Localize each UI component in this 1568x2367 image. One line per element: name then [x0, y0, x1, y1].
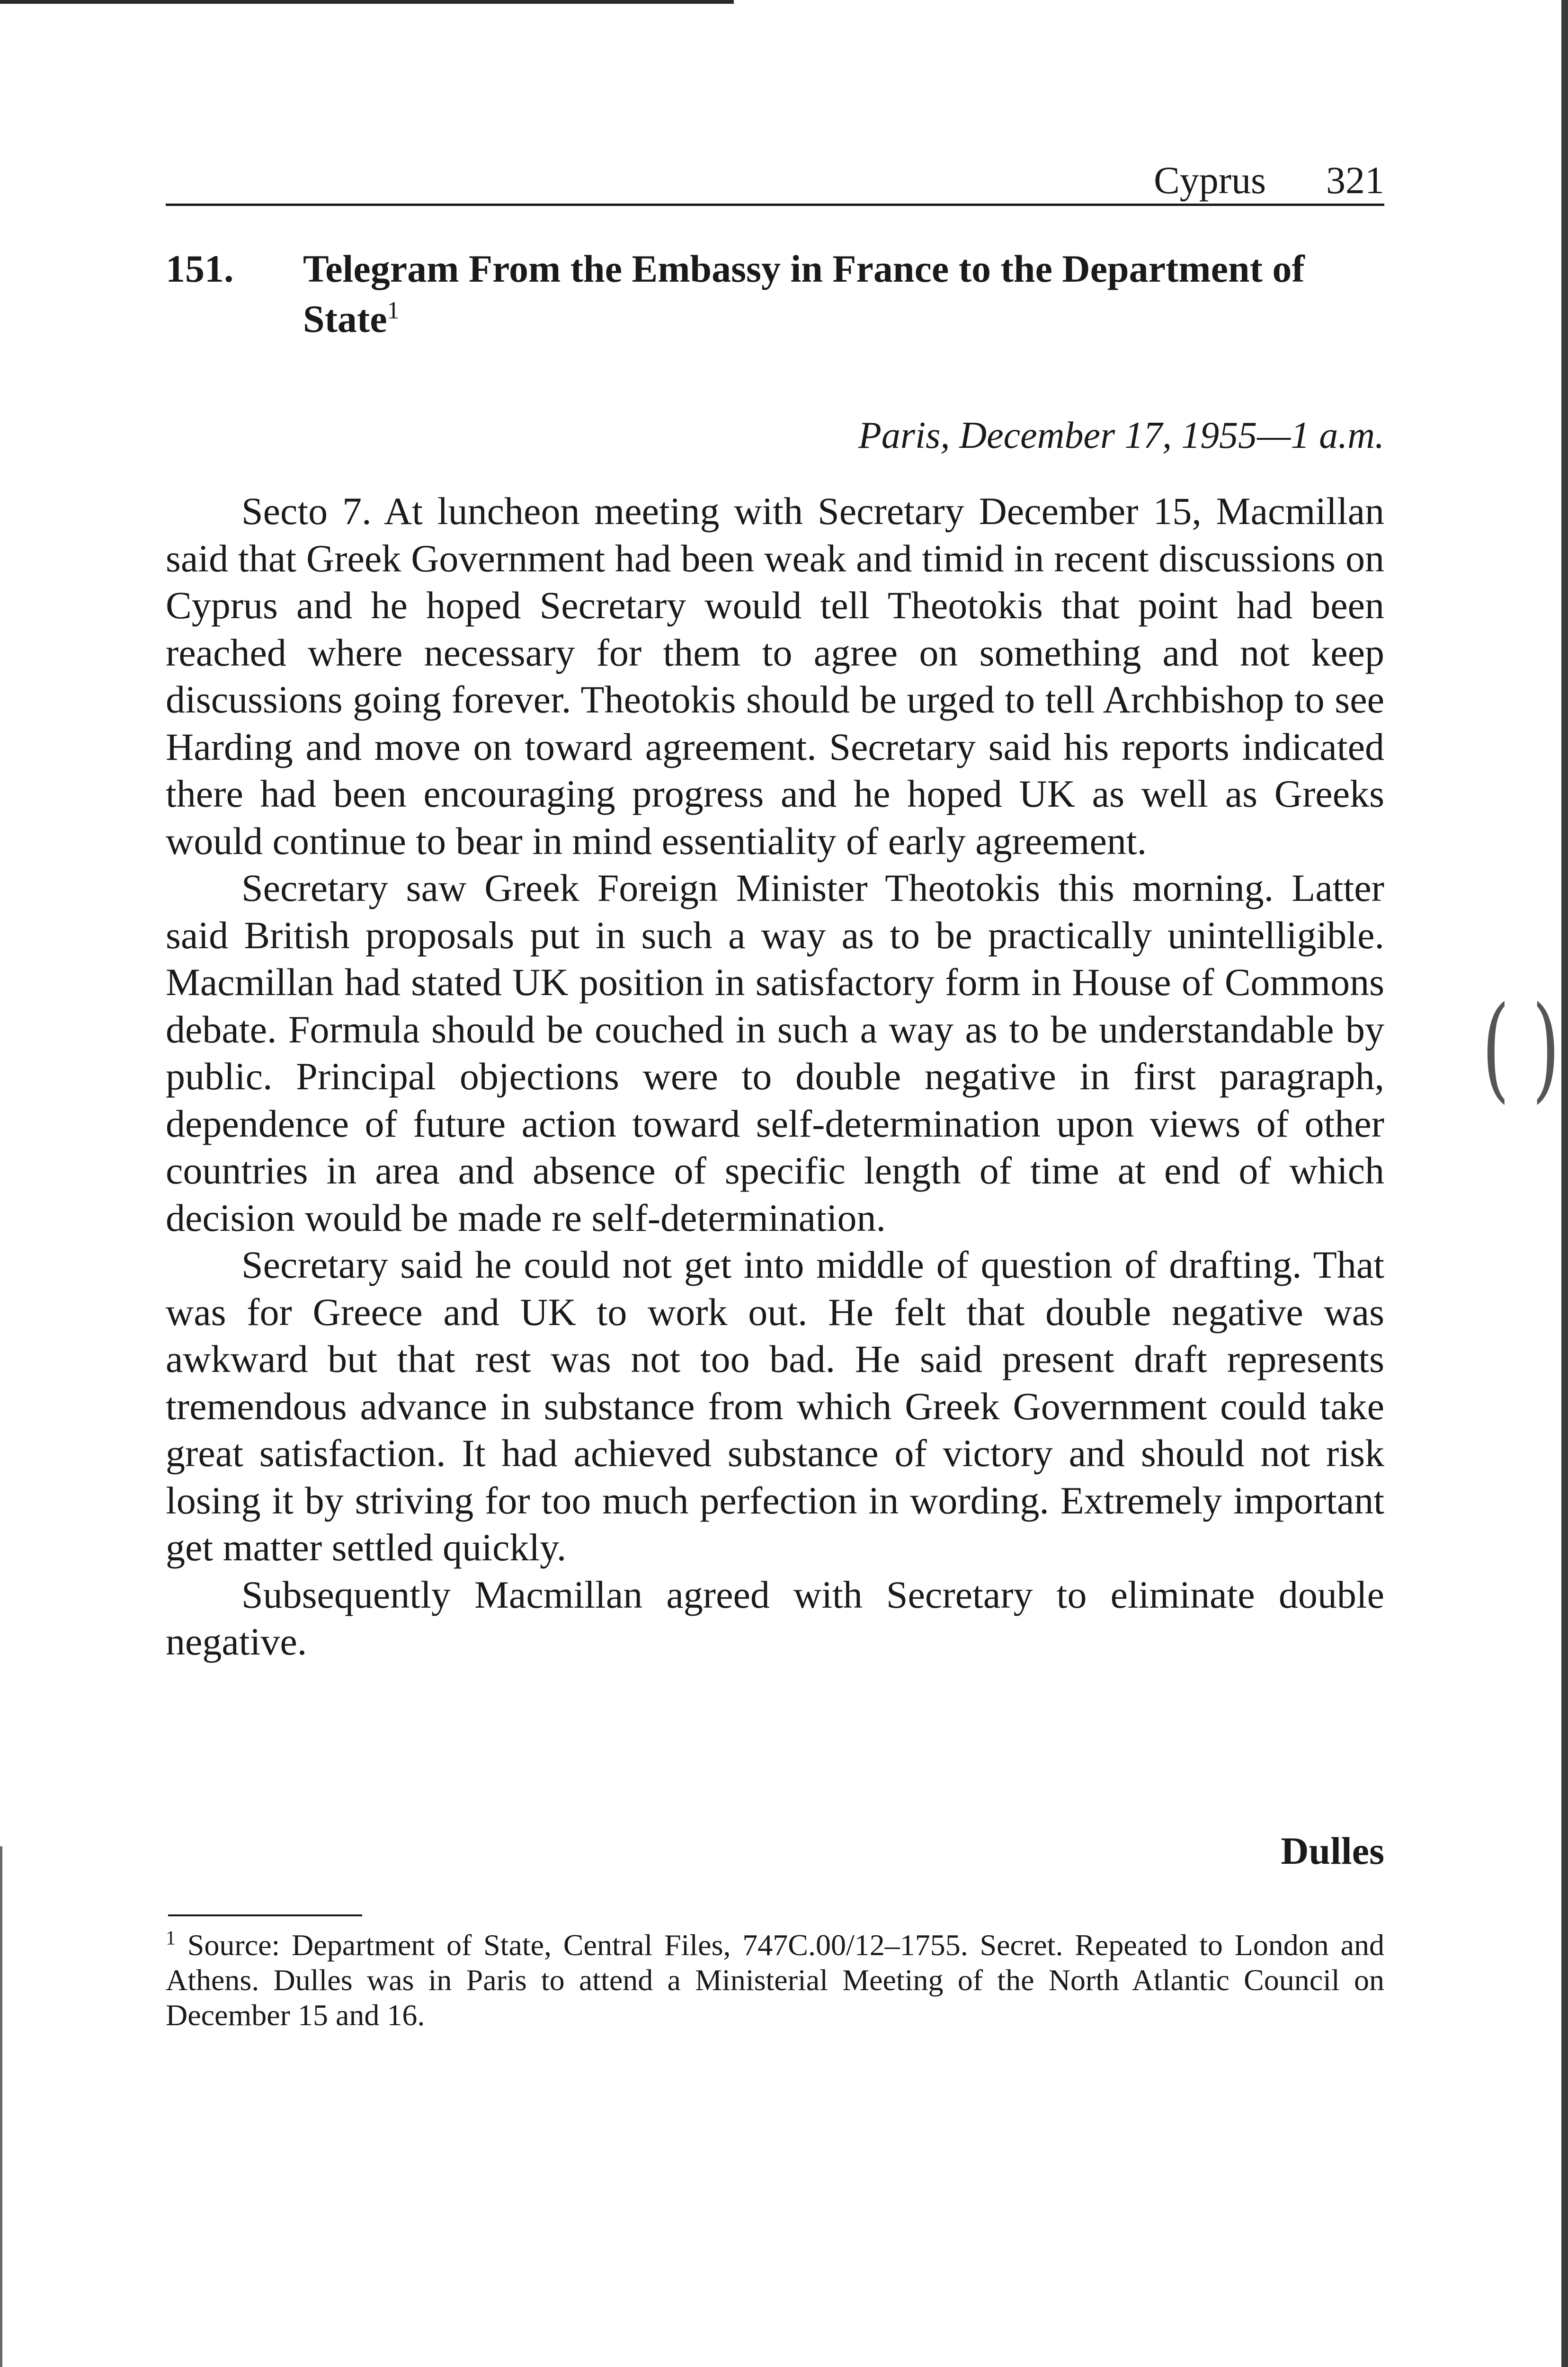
- paragraph: Subsequently Macmillan agreed with Secretary to eliminate double negative.: [166, 1573, 1384, 1663]
- signature: Dulles: [1281, 1829, 1384, 1872]
- document-title-text: Telegram From the Embassy in France to the Department of State: [303, 247, 1305, 340]
- page-number: 321: [1326, 159, 1384, 202]
- scan-border-top: [0, 0, 734, 4]
- document-title: [303, 244, 1387, 344]
- scan-border-left: [0, 1846, 2, 2367]
- footnote-text: Source: Department of State, Central Files, 747C.00/12–1755. Secret. Repeated to London and Athens. Dulles was in Paris to attend a Ministerial Meeting of the North Atlantic Council on December 15 and 16.: [166, 1928, 1385, 2032]
- margin-bracket-mark: ( ): [1482, 982, 1560, 1115]
- footnote-divider: [168, 1914, 362, 1916]
- document-heading: [166, 244, 1387, 344]
- scan-border-right: [1561, 0, 1568, 2367]
- paragraph: Secretary saw Greek Foreign Minister Theotokis this morning. Latter said British proposals put in such a way as to be practically unintelligible. Macmillan had stated UK position in satisfactory form in House of Commons debate. Formula should be couched in such a way as to be understandable by public. Principal objections were to double negative in first paragraph, dependence of future action toward self-determination upon views of other countries in area and absence of specific length of time at end of which decision would be made re self-determination.: [166, 866, 1384, 1239]
- document-number: 151.: [166, 247, 234, 290]
- paragraph: Secto 7. At luncheon meeting with Secretary December 15, Macmillan said that Greek Government had been weak and timid in recent discussions on Cyprus and he hoped Secretary would tell Theotokis that point had been reached where necessary for them to agree on something and not keep discussions going forever. Theotokis should be urged to tell Archbishop to see Harding and move on toward agreement. Secretary said his reports indicated there had been encouraging progress and he hoped UK as well as Greeks would continue to bear in mind essentiality of early agreement.: [166, 489, 1384, 863]
- footnote-number: 1: [166, 1927, 176, 1949]
- telegram-body: [166, 488, 1384, 1665]
- title-footnote-ref: 1: [387, 297, 400, 324]
- footnote: [166, 1928, 1384, 2033]
- dateline: Paris, December 17, 1955—1 a.m.: [858, 415, 1384, 456]
- running-head: [166, 156, 1384, 206]
- paragraph: Secretary said he could not get into middle of question of drafting. That was for Greece and UK to work out. He felt that double negative was awkward but that rest was not too bad. He said present draft represents tremendous advance in substance from which Greek Government could take great satisfaction. It had achieved substance of victory and should not risk losing it by striving for too much perfection in wording. Extremely important get matter settled quickly.: [166, 1243, 1384, 1569]
- running-head-section: Cyprus: [1154, 159, 1266, 202]
